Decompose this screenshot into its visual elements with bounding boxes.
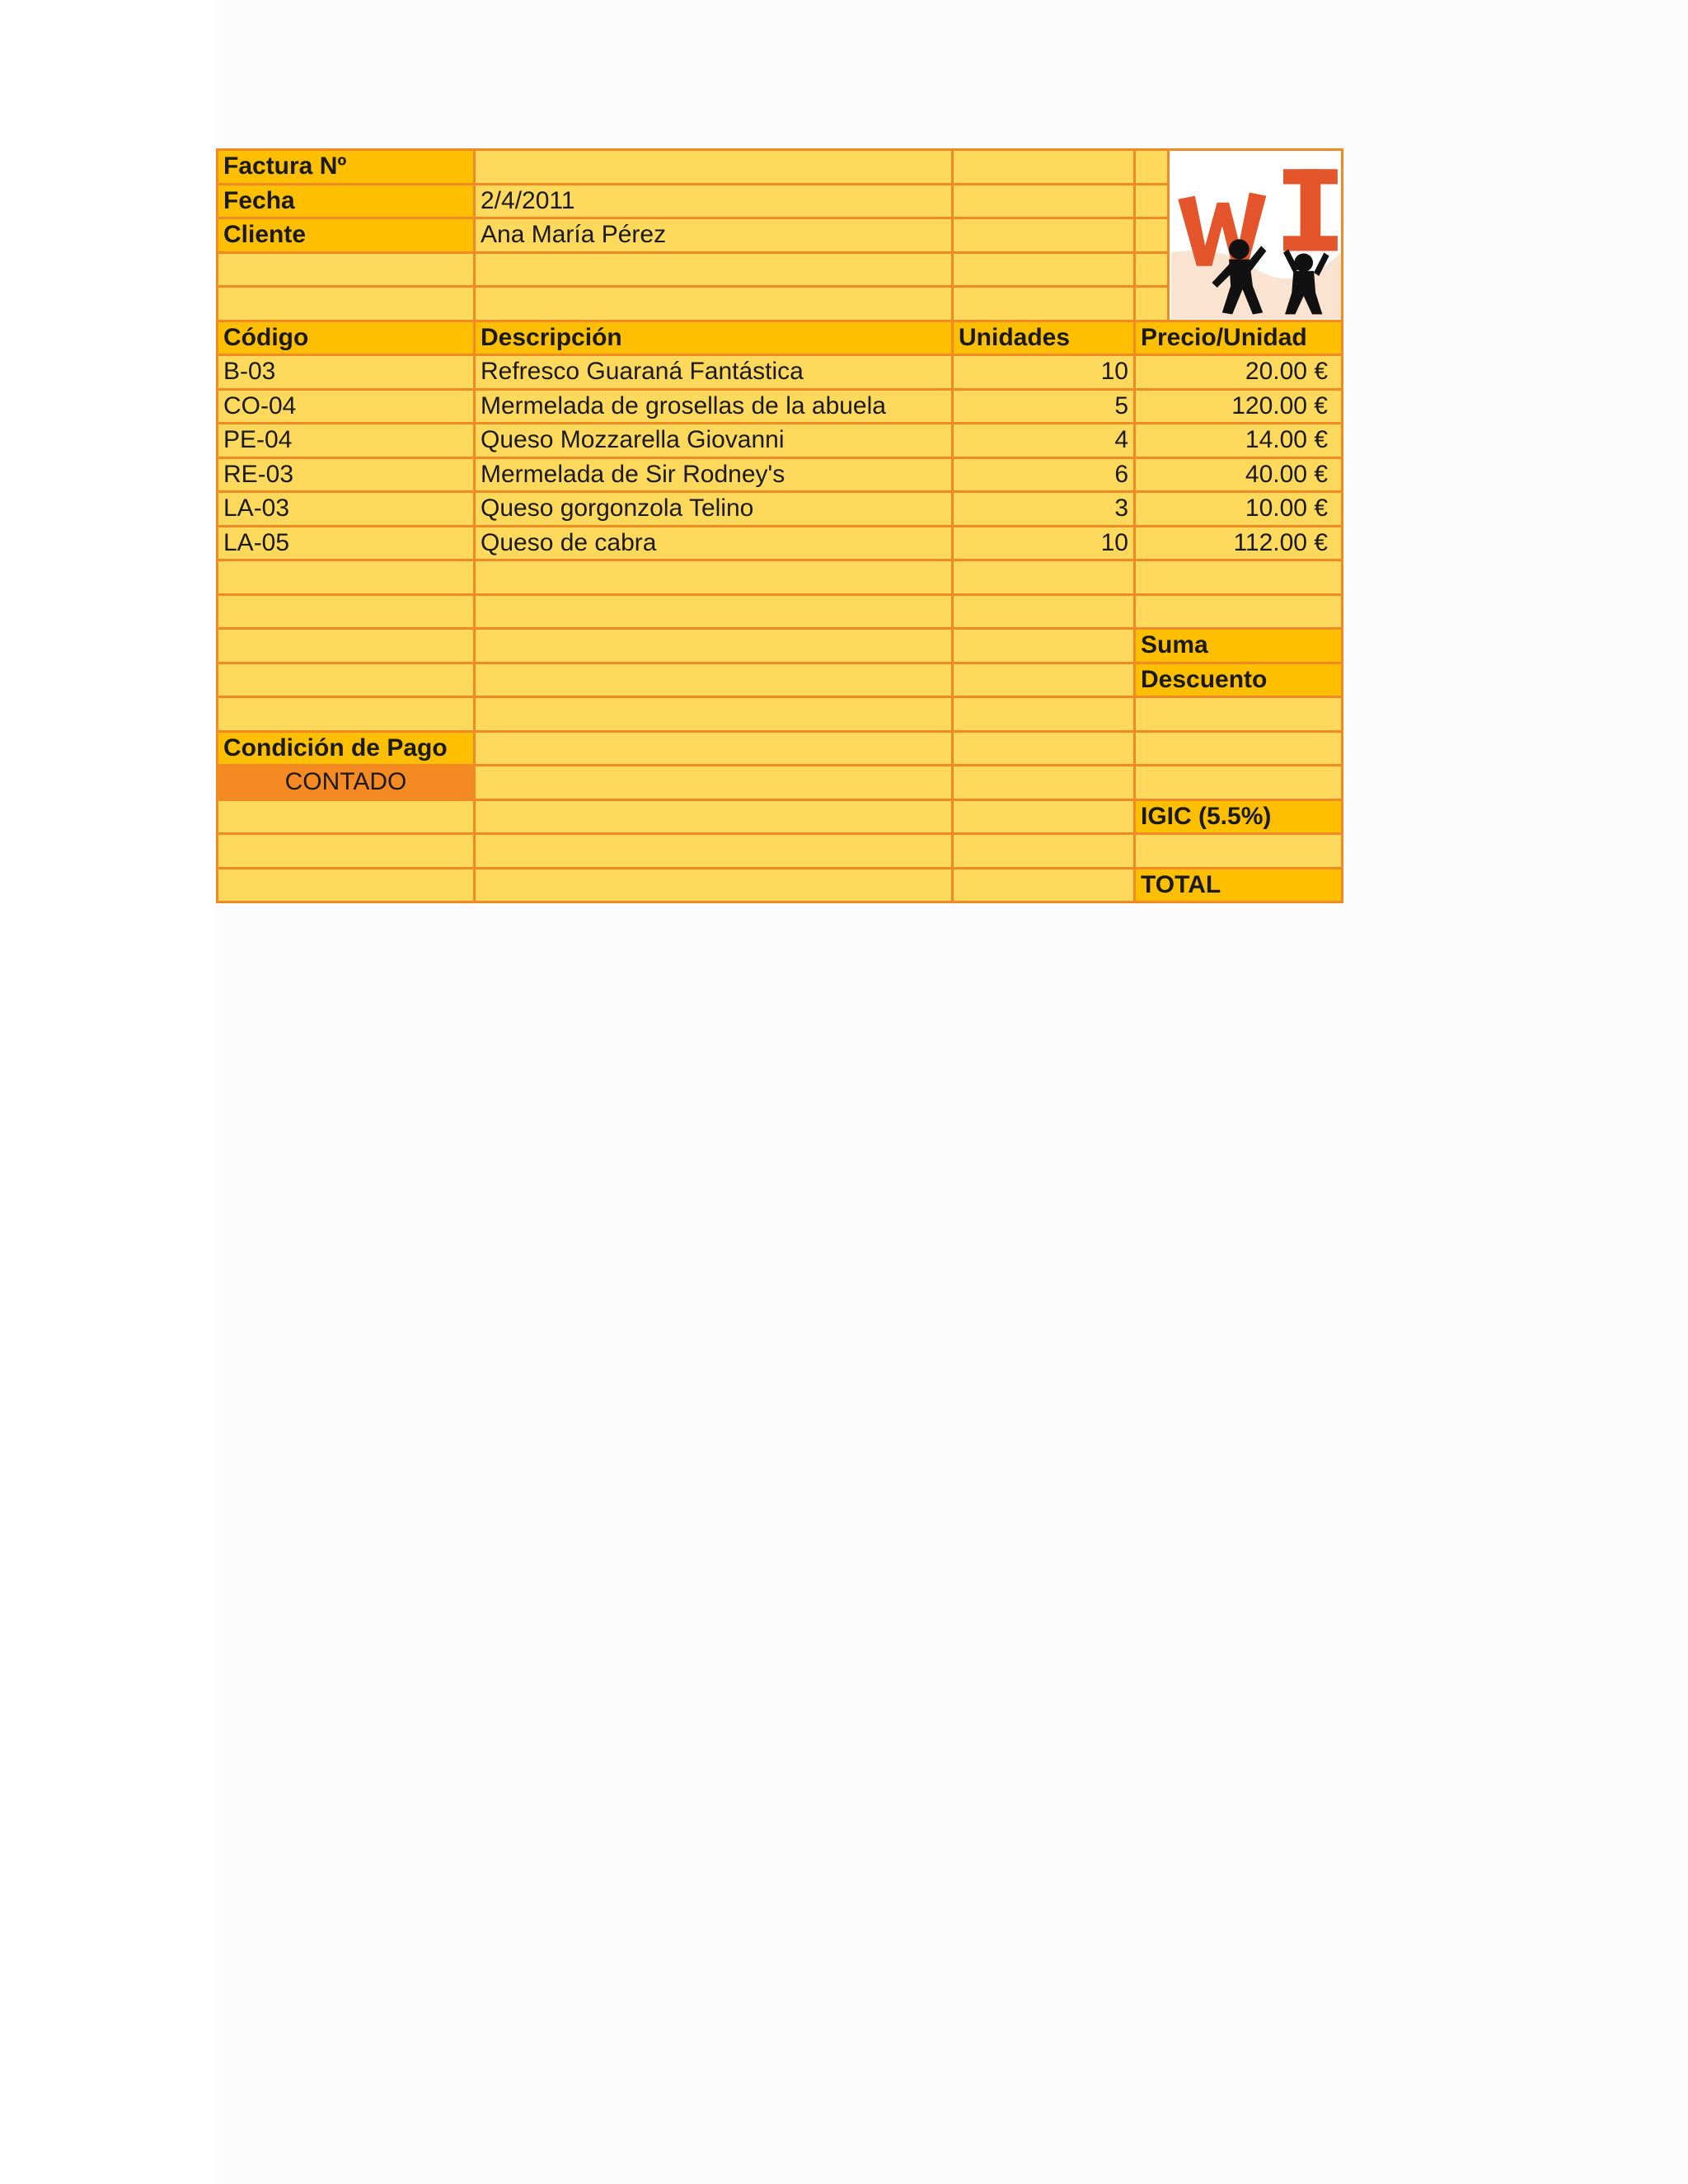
item-codigo[interactable]: LA-05 (218, 526, 475, 560)
item-precio[interactable]: 120.00 € (1135, 389, 1343, 424)
item-codigo[interactable]: B-03 (218, 355, 475, 390)
total-label: TOTAL (1135, 868, 1343, 902)
table-row (218, 526, 1343, 560)
empty-cell[interactable] (475, 697, 953, 732)
empty-cell[interactable] (953, 218, 1135, 253)
table-row (218, 355, 1343, 390)
item-descripcion[interactable]: Queso Mozzarella Giovanni (475, 424, 953, 458)
suma-row (218, 629, 1343, 663)
empty-cell[interactable] (1135, 697, 1343, 732)
empty-cell[interactable] (953, 868, 1135, 902)
empty-cell[interactable] (475, 834, 953, 869)
total-row (218, 868, 1343, 902)
item-precio[interactable]: 112.00 € (1135, 526, 1343, 560)
empty-cell[interactable] (1135, 150, 1169, 185)
empty-cell[interactable] (218, 834, 475, 869)
item-unidades[interactable]: 3 (953, 492, 1135, 527)
empty-cell[interactable] (218, 799, 475, 834)
empty-cell[interactable] (953, 184, 1135, 218)
empty-cell[interactable] (953, 150, 1135, 185)
logo-cell (1169, 150, 1343, 321)
empty-cell[interactable] (953, 252, 1135, 287)
payment-label-row (218, 731, 1343, 766)
empty-cell[interactable] (475, 663, 953, 697)
fecha-label: Fecha (218, 184, 475, 218)
fecha-value[interactable]: 2/4/2011 (475, 184, 953, 218)
item-codigo[interactable]: RE-03 (218, 457, 475, 492)
invoice-number-row (218, 150, 1343, 185)
item-precio[interactable]: 20.00 € (1135, 355, 1343, 390)
blank-row (218, 834, 1343, 869)
empty-cell[interactable] (475, 766, 953, 800)
table-row (218, 389, 1343, 424)
header-codigo: Código (218, 321, 475, 355)
empty-cell[interactable] (475, 252, 953, 287)
empty-cell[interactable] (218, 663, 475, 697)
empty-cell[interactable] (1135, 766, 1343, 800)
empty-cell[interactable] (953, 663, 1135, 697)
table-row (218, 424, 1343, 458)
empty-cell[interactable] (953, 799, 1135, 834)
empty-cell[interactable] (218, 287, 475, 321)
factura-label: Factura Nº (218, 150, 475, 185)
empty-cell[interactable] (953, 287, 1135, 321)
item-codigo[interactable]: PE-04 (218, 424, 475, 458)
empty-cell[interactable] (1135, 560, 1343, 595)
payment-value-row (218, 766, 1343, 800)
blank-row (218, 560, 1343, 595)
descuento-label: Descuento (1135, 663, 1343, 697)
item-precio[interactable]: 40.00 € (1135, 457, 1343, 492)
empty-cell[interactable] (475, 868, 953, 902)
item-unidades[interactable]: 6 (953, 457, 1135, 492)
empty-cell[interactable] (1135, 184, 1169, 218)
empty-cell[interactable] (953, 629, 1135, 663)
empty-cell[interactable] (218, 594, 475, 629)
igic-label: IGIC (5.5%) (1135, 799, 1343, 834)
empty-cell[interactable] (218, 560, 475, 595)
table-row (218, 457, 1343, 492)
header-descripcion: Descripción (475, 321, 953, 355)
cliente-value[interactable]: Ana María Pérez (475, 218, 953, 253)
item-descripcion[interactable]: Refresco Guaraná Fantástica (475, 355, 953, 390)
empty-cell[interactable] (953, 594, 1135, 629)
item-descripcion[interactable]: Mermelada de Sir Rodney's (475, 457, 953, 492)
items-header-row (218, 321, 1343, 355)
item-descripcion[interactable]: Queso gorgonzola Telino (475, 492, 953, 527)
empty-cell[interactable] (475, 731, 953, 766)
item-unidades[interactable]: 10 (953, 355, 1135, 390)
empty-cell[interactable] (953, 560, 1135, 595)
empty-cell[interactable] (953, 697, 1135, 732)
item-descripcion[interactable]: Queso de cabra (475, 526, 953, 560)
igic-row (218, 799, 1343, 834)
empty-cell[interactable] (475, 560, 953, 595)
empty-cell[interactable] (1135, 218, 1169, 253)
header-unidades: Unidades (953, 321, 1135, 355)
blank-row (218, 697, 1343, 732)
empty-cell[interactable] (953, 766, 1135, 800)
empty-cell[interactable] (475, 287, 953, 321)
invoice-sheet (216, 148, 1343, 903)
empty-cell[interactable] (953, 731, 1135, 766)
suma-label: Suma (1135, 629, 1343, 663)
item-unidades[interactable]: 5 (953, 389, 1135, 424)
item-unidades[interactable]: 4 (953, 424, 1135, 458)
empty-cell[interactable] (218, 868, 475, 902)
wi-logo-graphic (1171, 152, 1341, 320)
empty-cell[interactable] (953, 834, 1135, 869)
table-row (218, 492, 1343, 527)
blank-row (218, 594, 1343, 629)
item-descripcion[interactable]: Mermelada de grosellas de la abuela (475, 389, 953, 424)
empty-cell[interactable] (1135, 287, 1169, 321)
empty-cell[interactable] (218, 697, 475, 732)
empty-cell[interactable] (1135, 252, 1169, 287)
item-unidades[interactable]: 10 (953, 526, 1135, 560)
item-codigo[interactable]: CO-04 (218, 389, 475, 424)
empty-cell[interactable] (475, 594, 953, 629)
condicion-pago-value[interactable]: CONTADO (218, 766, 475, 800)
condicion-pago-label: Condición de Pago (218, 731, 475, 766)
cliente-label: Cliente (218, 218, 475, 253)
wi-logo-icon (1171, 152, 1341, 320)
empty-cell[interactable] (1135, 834, 1343, 869)
empty-cell[interactable] (475, 629, 953, 663)
item-precio[interactable]: 10.00 € (1135, 492, 1343, 527)
empty-cell[interactable] (475, 799, 953, 834)
item-codigo[interactable]: LA-03 (218, 492, 475, 527)
factura-value[interactable] (475, 150, 953, 185)
descuento-row (218, 663, 1343, 697)
item-precio[interactable]: 14.00 € (1135, 424, 1343, 458)
empty-cell[interactable] (1135, 594, 1343, 629)
empty-cell[interactable] (218, 252, 475, 287)
empty-cell[interactable] (1135, 731, 1343, 766)
empty-cell[interactable] (218, 629, 475, 663)
header-precio-unidad: Precio/Unidad (1135, 321, 1343, 355)
